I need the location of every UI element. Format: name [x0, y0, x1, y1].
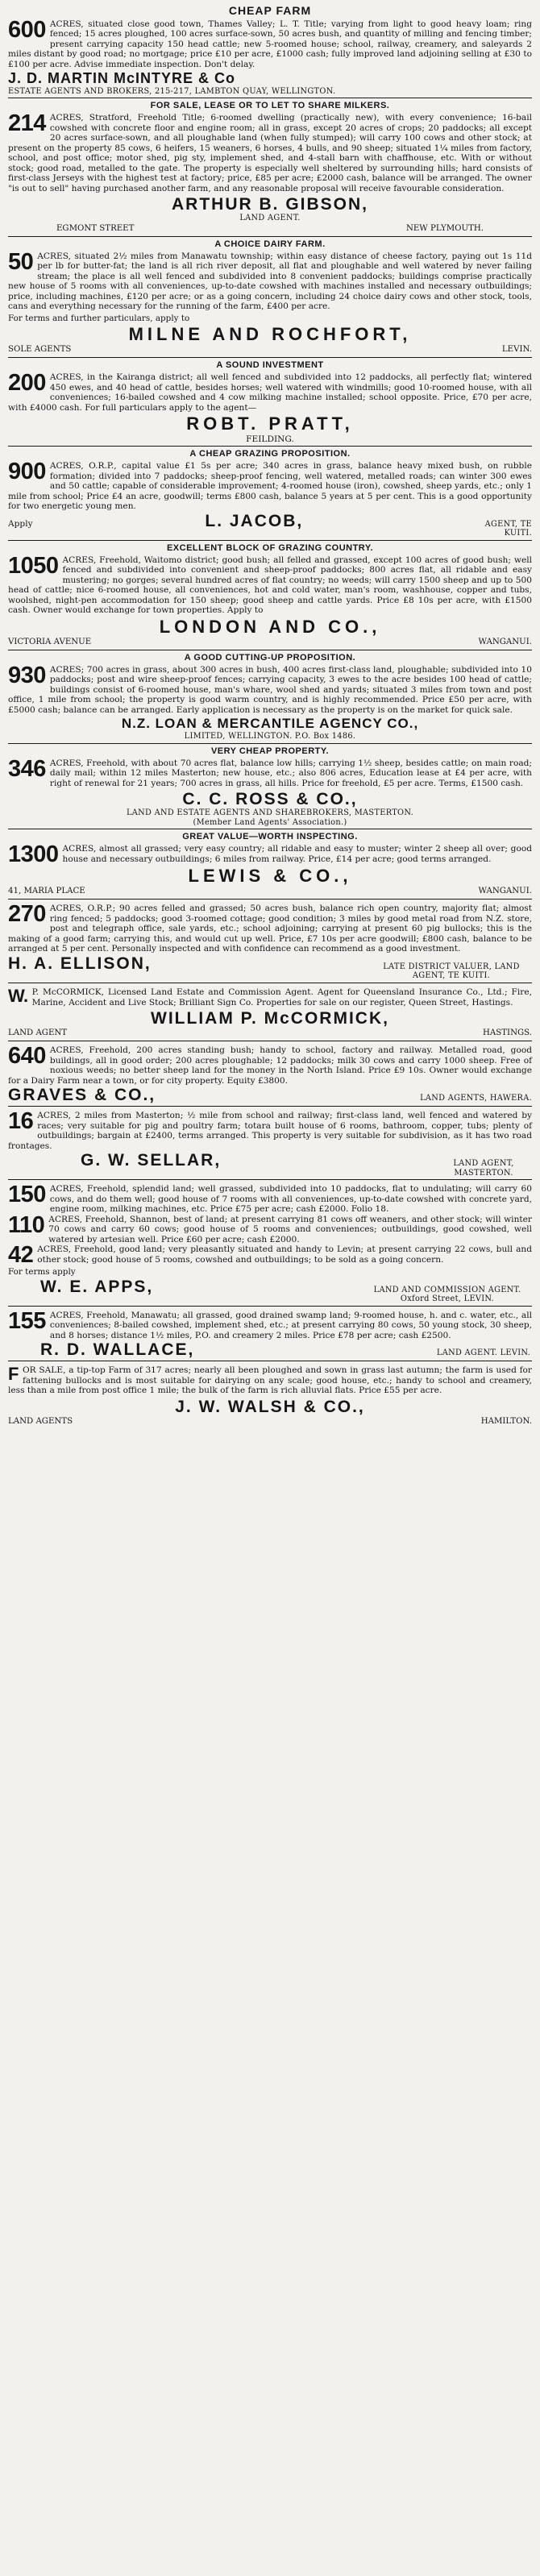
ad-cheap-farm	[8, 4, 532, 98]
ad-firm-role: LAND AGENTS, HAWERA.	[420, 1094, 532, 1103]
ad-text: 640 ACRES, Freehold, 200 acres standing bush; handy to school, factory and railway. Metalled road, good buildings, all in good order; 200 acres ploughable; 12 paddocks; milk 30 cows and carry 1000 sheep. Free of noxious weeds; no better sheep land for the money in the North Island. Price £9 10s. Owner would exchange for a Dairy Farm near a town, or for city property. Equity £3800.	[8, 1043, 532, 1086]
ad-firm-note: (Member Land Agents' Association.)	[193, 817, 347, 827]
ad-signature	[8, 954, 532, 981]
ad-firm-role: LATE DISTRICT VALUER, LAND AGENT, TE KUITI.	[383, 962, 520, 981]
ad-lead-letter: W.	[8, 986, 28, 1006]
ad-firm-address: LIMITED, WELLINGTON. P.O. Box 1486.	[184, 732, 356, 742]
ad-lead-number: 150	[8, 1182, 46, 1208]
ad-address-right: NEW PLYMOUTH.	[405, 223, 484, 233]
ad-lead-number: 155	[8, 1307, 46, 1334]
ad-address-left: LAND AGENTS	[8, 1416, 73, 1426]
ad-signature	[8, 1151, 532, 1178]
ad-text: 214 ACRES, Stratford, Freehold Title; 6-roomed dwelling (practically new), with every convenience; 16-bail cowshed with concrete floor and engine room; all in grass, except 20 acres of crops; 20 paddocks; all except 20 acres surface-sown, and all ploughable land (when fully stumped); will carry 100 cows and other stock; at present on the property 85 cows, 6 heifers, 15 weaners, 6 horses, 4 bulls, and 90 sheep; situated 1¼ miles from factory, school, and post office; motor shed, pig sty, implement shed, and 4-stall barn with chaffhouse, etc. With or without stock; good road, metalled to the gate. The property is especially well sheltered by surrounding hills; hard consists of first-class Jerseys with the highest test at factory; price, £85 per acre; £2000 cash, balance will be arranged. The owner "is out to sell" having purchased another farm, and any reasonable proposal will receive favourable consideration.	[8, 110, 532, 193]
ad-heading: FOR SALE, LEASE OR TO LET TO SHARE MILKERS.	[150, 101, 390, 111]
ad-lead-number: 900	[8, 459, 46, 485]
ad-apply-line: For terms apply	[8, 1267, 76, 1278]
ad-very-cheap-property	[8, 743, 532, 829]
ad-firm-role: LAND AGENT. LEVIN.	[436, 1348, 531, 1358]
ad-address-right: WANGANUI.	[478, 637, 532, 646]
ad-text: 1300 ACRES, almost all grassed; very easy country; all ridable and easy to muster; winter 2 sheep all over; good house and necessary outbuildings; 6 miles from railway. Price, £14 per acre; good terms arranged.	[8, 841, 532, 868]
ad-firm-name: L. JACOB,	[205, 511, 304, 530]
ad-text: 16 ACRES, 2 miles from Masterton; ½ mile from school and railway; first-class land, well fenced and watered by races; very suitable for pig and poultry farm; totara built house of 6 rooms, bathroom, copper, tubs; plenty of outbuildings; bargain at £2400, terms arranged. This property is very suitable for subdivision, as it has two road frontages.	[8, 1108, 532, 1151]
ad-16-acres	[8, 1106, 532, 1179]
ad-270-acres	[8, 899, 532, 983]
ad-mccormick	[8, 983, 532, 1041]
ad-text-3: 42 ACRES, Freehold, good land; very pleasantly situated and handy to Levin; at present carrying 22 cows, bull and other stock; good house of 5 rooms, cowshed and outbuildings; to be sold as a going concern.	[8, 1242, 532, 1269]
ad-firm-name: H. A. ELLISON,	[8, 954, 152, 973]
ad-lead-number: 640	[8, 1043, 46, 1070]
ad-firm-role: LAND AGENT, MASTERTON.	[453, 1159, 514, 1178]
ad-lead-number: 1300	[8, 841, 59, 868]
ad-lead-number-2: 110	[8, 1211, 45, 1238]
ad-signature	[8, 1340, 532, 1359]
ad-firm-role: AGENT, TE KUITI.	[484, 519, 532, 538]
ad-text-2: 110 ACRES, Freehold, Shannon, best of land; at present carrying 81 cows off weaners, and other stock; will winter 70 cows and carry 60 cows; good house of 5 rooms and conveniences; outbuildings, good cowshed, well watered by artesian well. Price £60 per acre; cash £2000.	[8, 1211, 532, 1244]
ad-signature	[8, 1086, 532, 1104]
ad-share-milkers	[8, 98, 532, 236]
ad-heading: A SOUND INVESTMENT	[216, 360, 324, 371]
ad-text: 600 ACRES, situated close good town, Thames Valley; L. T. Title; varying from light to good heavy loam; ring fenced; 15 acres ploughed, 100 acres surface-sown, 50 acres bush, and quantity of milling and fencing timber; present carrying capacity 150 head cattle; new 5-roomed house; school, railway, creamery, and saleyards 2 miles distant by good road; no mortgage; price £10 per acre, £1000 cash; fully improved land adjoining selling at £30 to £100 per acre. Advise immediate inspection. Don't delay.	[8, 16, 532, 69]
ad-text: 270 ACRES, O.R.P.; 90 acres felled and grassed; 50 acres bush, balance rich open country, majority flat; almost ring fenced; 5 paddocks; good 3-roomed cottage; good condition; 3 miles by good metal road from N.Z. store, post and telegraph office, sale yards, etc.; school adjoining; carrying at present 60 pig bullocks; this is the making of a good farm; carrying this, and would cut up well. Price, £7 10s per acre goodwill; £800 cash, balance to be arranged at 5 per cent. Personally inspected and with confidence can recommend as a good investment.	[8, 901, 532, 954]
ad-sound-investment	[8, 357, 532, 446]
ad-firm-name: R. D. WALLACE,	[40, 1340, 195, 1360]
ad-address-left: EGMONT STREET	[56, 223, 135, 233]
ad-address-row	[8, 345, 532, 355]
ad-text: 150 ACRES, Freehold, splendid land; well grassed, subdivided into 10 paddocks, flat to undulating; will carry 60 cows, and do them well; good house of 7 rooms with all conveniences, up-to-date cowshed with concrete yard, engine room, milking machines, etc. Price £75 per acre; cash £2000. Folio 18.	[8, 1182, 532, 1215]
ad-lead-number: 214	[8, 110, 46, 137]
ad-grazing-country	[8, 540, 532, 650]
ad-address-right: HAMILTON.	[480, 1416, 532, 1426]
ad-lead-number: 270	[8, 901, 46, 928]
ad-firm-name: GRAVES & CO.,	[8, 1086, 156, 1105]
ad-firm-role: LAND AND COMMISSION AGENT. Oxford Street, LEVIN.	[373, 1285, 521, 1304]
ad-apply-line: Apply	[8, 518, 33, 529]
ad-heading: A GOOD CUTTING-UP PROPOSITION.	[184, 652, 356, 663]
ad-lead-number: 1050	[8, 552, 59, 579]
ad-lead-number: 50	[8, 248, 34, 275]
ad-firm-name: J. D. MARTIN McINTYRE & Co	[8, 70, 236, 87]
ad-lead-number: 600	[8, 16, 46, 43]
ad-heading: VERY CHEAP PROPERTY.	[210, 746, 330, 756]
ad-firm-name: LONDON AND CO.,	[159, 616, 381, 637]
ad-firm-name: G. W. SELLAR,	[81, 1151, 222, 1170]
ad-heading: A CHEAP GRAZING PROPOSITION.	[189, 449, 351, 459]
ad-lead-number-3: 42	[8, 1242, 34, 1269]
ad-heading: CHEAP FARM	[228, 4, 312, 17]
ad-firm-name: ARTHUR B. GIBSON,	[172, 195, 368, 214]
ad-address-row	[8, 887, 532, 896]
ad-heading: A CHOICE DAIRY FARM.	[214, 239, 326, 249]
ad-address: FEILDING.	[246, 434, 294, 444]
ad-firm-name: MILNE AND ROCHFORT,	[128, 324, 412, 345]
ad-text: 930 ACRES; 700 acres in grass, about 300 acres in bush, 400 acres first-class land, ploughable; subdivided into 10 paddocks; post and wire sheep-proof fences; carrying capacity, 3 ewes to the acre besides 100 head of cattle; buildings consist of 6-roomed house, man's whare, wool shed and yards; situated 3 miles from town and post office, 1 mile from school; the property is good warm country, and is highly recommended. Price £50 per acre, with £5000 cash; balance can be arranged. Early application is necessary as the property is on the market for quick sale.	[8, 662, 532, 715]
ad-signature	[8, 1278, 532, 1304]
ad-firm-name: C. C. ROSS & CO.,	[182, 790, 358, 809]
ad-firm-name: W. E. APPS,	[40, 1277, 154, 1296]
ad-lead-number: 200	[8, 370, 46, 397]
ad-text: 346 ACRES, Freehold, with about 70 acres flat, balance low hills; carrying 1½ sheep, besides cattle; on main road; daily mail; within 12 miles Masterton; new house, etc.; also 806 acres, Education lease at £4 per acre, with right of renewal for 21 years; 700 acres in grass, all hills. Price for freehold, £5 per acre. Terms, £1500 cash.	[8, 755, 532, 788]
ad-text: FOR SALE, a tip-top Farm of 317 acres; nearly all been ploughed and sown in grass last autumn; the farm is used for fattening bullocks and is most suitable for dairying on any scale; good house, etc.; handy to school and creamery, less than a mile from post office 1 mile; the bulk of the farm is rich alluvial flats. Price £55 per acre.	[8, 1364, 532, 1396]
ad-address-right: LEVIN.	[501, 345, 532, 355]
ad-choice-dairy-farm	[8, 236, 532, 357]
ad-firm-name: WILLIAM P. McCORMICK,	[151, 1009, 389, 1028]
ad-lead-number: 16	[8, 1108, 34, 1135]
ad-firm-role: LAND AGENT.	[239, 214, 301, 223]
ad-address-row	[8, 638, 532, 647]
ad-great-value	[8, 829, 532, 899]
ad-apply-line: For terms and further particulars, apply to	[8, 313, 190, 323]
ad-address-left: LAND AGENT	[8, 1028, 68, 1038]
ad-text: 1050 ACRES, Freehold, Waitomo district; good bush; all felled and grassed, except 100 acres of good bush; well fenced and subdivided into convenient and sheep-proof paddocks; 800 acres flat, all ridable and easy mustering; no gorges; several hundred acres of flat country; no weeds; will carry 1500 sheep and up to 500 head of cattle; nice 6-roomed house, all conveniences, hot and cold water, man's room, washhouse, copper and tubs, woolshed, night-pen accommodation for 150 sheep; good sheep and cattle yards. Price £8 10s per acre, with £1500 cash. Owner would exchange for town properties. Apply to	[8, 552, 532, 616]
ad-address-left: 41, MARIA PLACE	[8, 887, 85, 896]
ad-text: 200 ACRES, in the Kairanga district; all well fenced and subdivided into 12 paddocks, all perfectly flat; wintered 450 ewes, and 40 head of cattle, besides horses; well watered with windmills; good 10-roomed house, with all conveniences; 16-bailed cowshed and 4 cow milking machine installed; school opposite. Price, £70 per acre, with £4000 cash. For full particulars apply to the agent—	[8, 370, 532, 413]
ad-cutting-up	[8, 650, 532, 743]
ad-heading: EXCELLENT BLOCK OF GRAZING COUNTRY.	[166, 542, 374, 553]
ad-address-row	[8, 1028, 532, 1038]
ad-address-right: WANGANUI.	[478, 887, 532, 896]
ad-lead-number: 930	[8, 662, 46, 688]
ad-signature	[8, 512, 532, 538]
ad-firm-address: LAND AND ESTATE AGENTS AND SHAREBROKERS, MASTERTON.	[126, 808, 414, 818]
ad-lead-number: 346	[8, 755, 46, 782]
ad-address-row	[8, 224, 532, 234]
ad-heading: GREAT VALUE—WORTH INSPECTING.	[182, 832, 358, 842]
ad-lead-letter: F	[8, 1364, 19, 1385]
ad-address-right: HASTINGS.	[483, 1028, 532, 1038]
ad-text: 900 ACRES, O.R.P., capital value £1 5s per acre; 340 acres in grass, balance heavy mixed bush, on rubble formation; divided into 7 paddocks; sheep-proof fencing, well watered, metalled roads; can winter 300 ewes and 50 cattle; capable of considerable improvement; 4-roomed house (iron), cowshed, sheep yards, etc.; only 1 mile from school; Price £4 an acre, goodwill; terms £800 cash, balance 5 years at 5 per cent. This is a good opportunity for two energetic young men.	[8, 459, 532, 512]
ad-firm-name: J. W. WALSH & CO.,	[175, 1397, 365, 1416]
ad-address-left: SOLE AGENTS	[8, 345, 72, 355]
ad-text: W. P. McCORMICK, Licensed Land Estate and Commission Agent. Agent for Queensland Insurance Co., Ltd.; Fire, Marine, Accident and Live Stock; Brilliant Sign Co. Properties for sale on our register, Queen Street, Hastings.	[8, 986, 532, 1008]
ad-address-row	[8, 1417, 532, 1427]
ad-firm-name: N.Z. LOAN & MERCANTILE AGENCY CO.,	[121, 716, 419, 732]
ad-apps-levin	[8, 1179, 532, 1305]
ad-address-left: VICTORIA AVENUE	[8, 637, 92, 646]
ad-firm-name: LEWIS & CO.,	[188, 866, 352, 887]
ad-155-acres	[8, 1306, 532, 1361]
ad-tip-top-farm	[8, 1361, 532, 1429]
ad-cheap-grazing	[8, 446, 532, 540]
ad-text: 155 ACRES, Freehold, Manawatu; all grassed, good drained swamp land; 9-roomed house, h. and c. water, etc., all conveniences; 8-bailed cowshed, implement shed, etc.; at present carrying 80 cows, 50 young stock, 30 sheep, and 8 horses; distance 1½ miles, P.O. and creamery 2 miles. Price £78 per acre; cash £2500.	[8, 1307, 532, 1340]
ad-firm-address: ESTATE AGENTS AND BROKERS, 215-217, LAMBTON QUAY, WELLINGTON.	[8, 86, 336, 96]
ad-text: 50 ACRES, situated 2½ miles from Manawatu township; within easy distance of cheese factory, paying out 1s 11d per lb for butter-fat; the land is all rich river deposit, all flat and ploughable and well watered by never failing stream; the place is all well fenced and subdivided into 8 convenient paddocks; buildings comprise practically new house of 5 rooms with all conveniences, up-to-date cowshed with machines installed and necessary outbuildings; price, including machines, £120 per acre; or as a going concern, including 24 choice dairy cows and other stock, tools, cans and everything necessary for the running of the farm, £400 per acre.	[8, 248, 532, 312]
ad-firm-name: ROBT. PRATT,	[186, 413, 354, 434]
ad-640-acres	[8, 1041, 532, 1106]
